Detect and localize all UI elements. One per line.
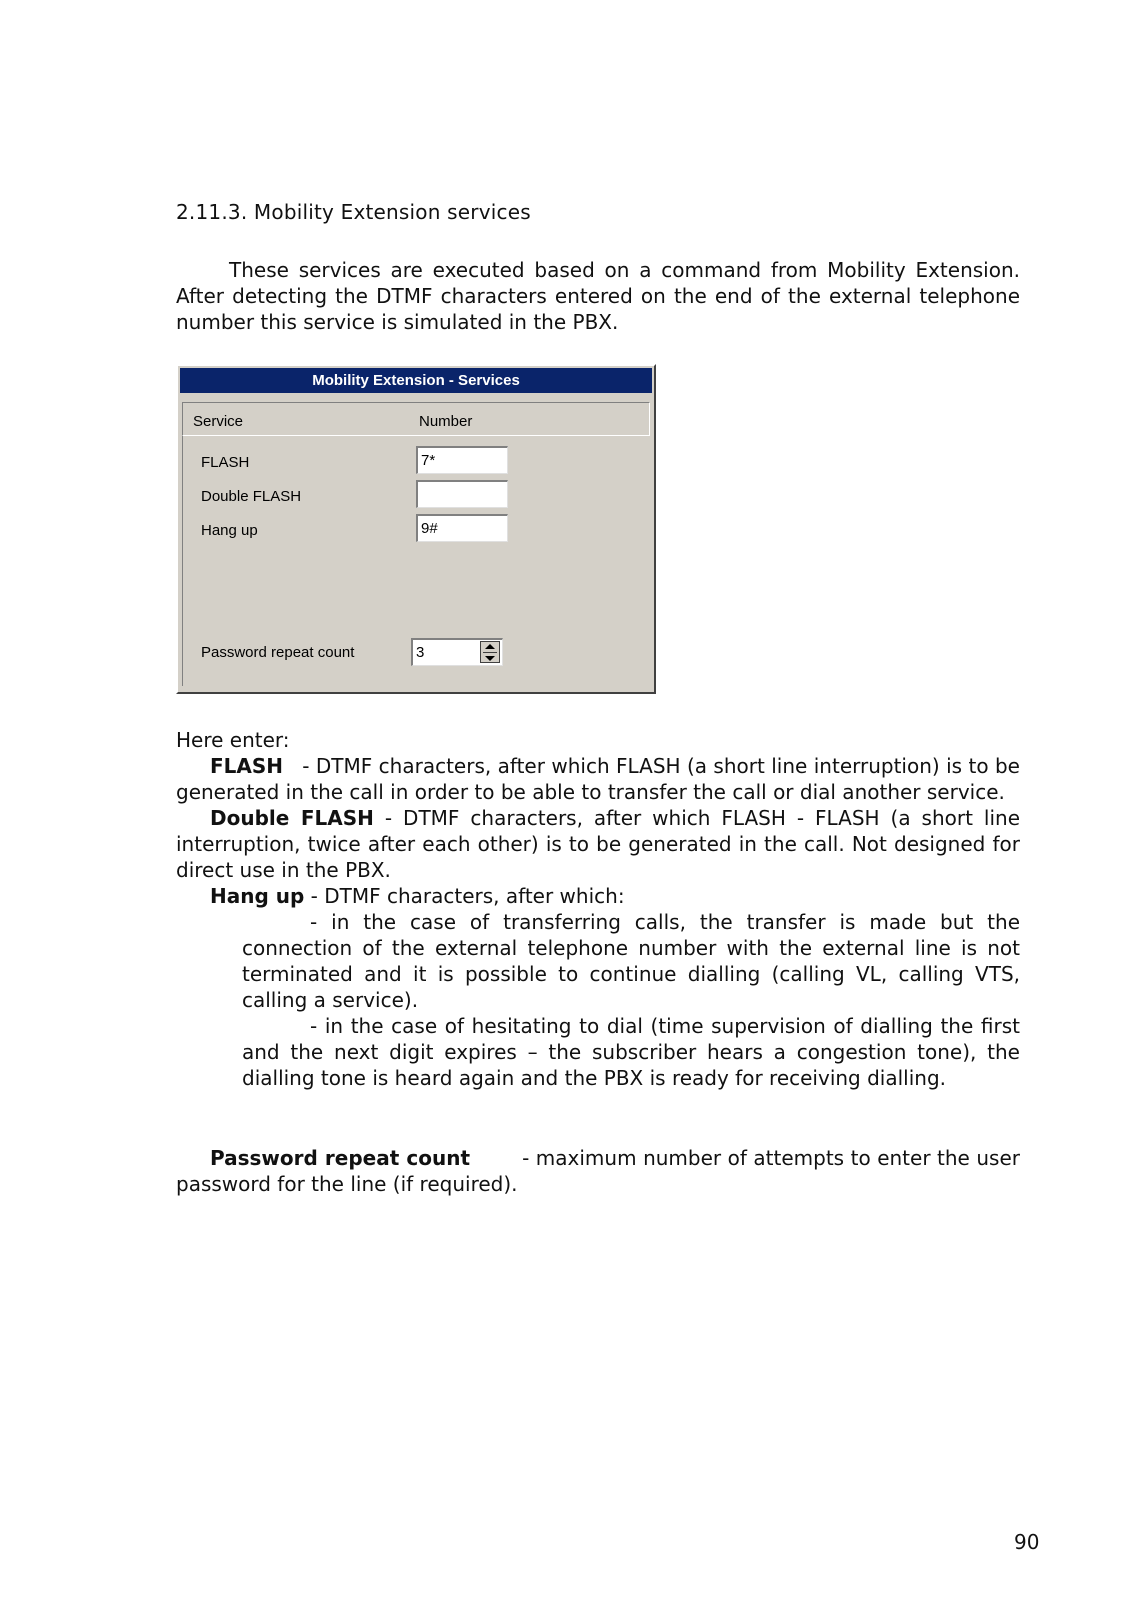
hang-up-label: Hang up <box>201 522 258 539</box>
spinner-buttons[interactable] <box>480 641 500 663</box>
password-repeat-definition <box>176 1145 1027 1197</box>
flash-definition <box>176 753 1027 805</box>
spin-down-icon[interactable] <box>485 656 495 661</box>
dialog-title: Mobility Extension - Services <box>180 368 652 393</box>
double-flash-definition <box>176 805 1020 883</box>
spin-up-icon[interactable] <box>485 644 495 649</box>
flash-term: FLASH <box>210 754 284 778</box>
column-header <box>182 402 650 436</box>
definitions <box>176 753 1027 1091</box>
flash-input[interactable] <box>416 446 508 474</box>
intro-paragraph: These services are executed based on a command from Mobility Extension. After detecting the DTMF characters entered on the end of the external telephone number this service is simulated in the PBX. <box>176 258 1020 334</box>
password-repeat-label: Password repeat count <box>201 644 355 661</box>
flash-label: FLASH <box>201 454 250 471</box>
double-flash-label: Double FLASH <box>201 488 302 505</box>
column-number: Number <box>419 413 473 430</box>
hang-up-desc: - DTMF characters, after which: <box>304 884 625 908</box>
column-service: Service <box>193 413 244 430</box>
double-flash-desc: - DTMF characters, after which FLASH - FLASH (a short line interruption, twice after each other) is to be generated in the call. Not designed for direct use in the PBX. <box>176 806 1020 882</box>
hang-up-item-1: - in the case of transferring calls, the transfer is made but the connection of the external telephone number with the external line is not terminated and it is possible to continue dialling (calling VL, calling VTS, calling a service). <box>242 910 1020 1012</box>
page-number: 90 <box>1014 1530 1040 1554</box>
password-repeat-spinner[interactable] <box>411 638 503 666</box>
password-repeat-term: Password repeat count <box>210 1146 471 1170</box>
hang-up-item-2: - in the case of hesitating to dial (time supervision of dialling the first and the next digit expires – the subscriber hears a congestion tone), the dialling tone is heard again and the PBX is ready for receiving dialling. <box>242 1014 1020 1090</box>
services-dialog <box>176 364 656 694</box>
flash-desc: - DTMF characters, after which FLASH (a short line interruption) is to be generated in the call in order to be able to transfer the call or dial another service. <box>176 754 1027 804</box>
double-flash-input[interactable] <box>416 480 508 508</box>
hang-up-input[interactable] <box>416 514 508 542</box>
double-flash-term: Double FLASH <box>210 806 374 830</box>
spin-divider <box>483 652 497 653</box>
section-heading: 2.11.3. Mobility Extension services <box>176 200 531 224</box>
hang-up-term: Hang up <box>210 884 305 908</box>
here-enter-label: Here enter: <box>176 728 290 752</box>
password-repeat-desc: - maximum number of attempts to enter the user password for the line (if required). <box>176 1146 1027 1196</box>
hang-up-definition <box>176 883 1020 909</box>
